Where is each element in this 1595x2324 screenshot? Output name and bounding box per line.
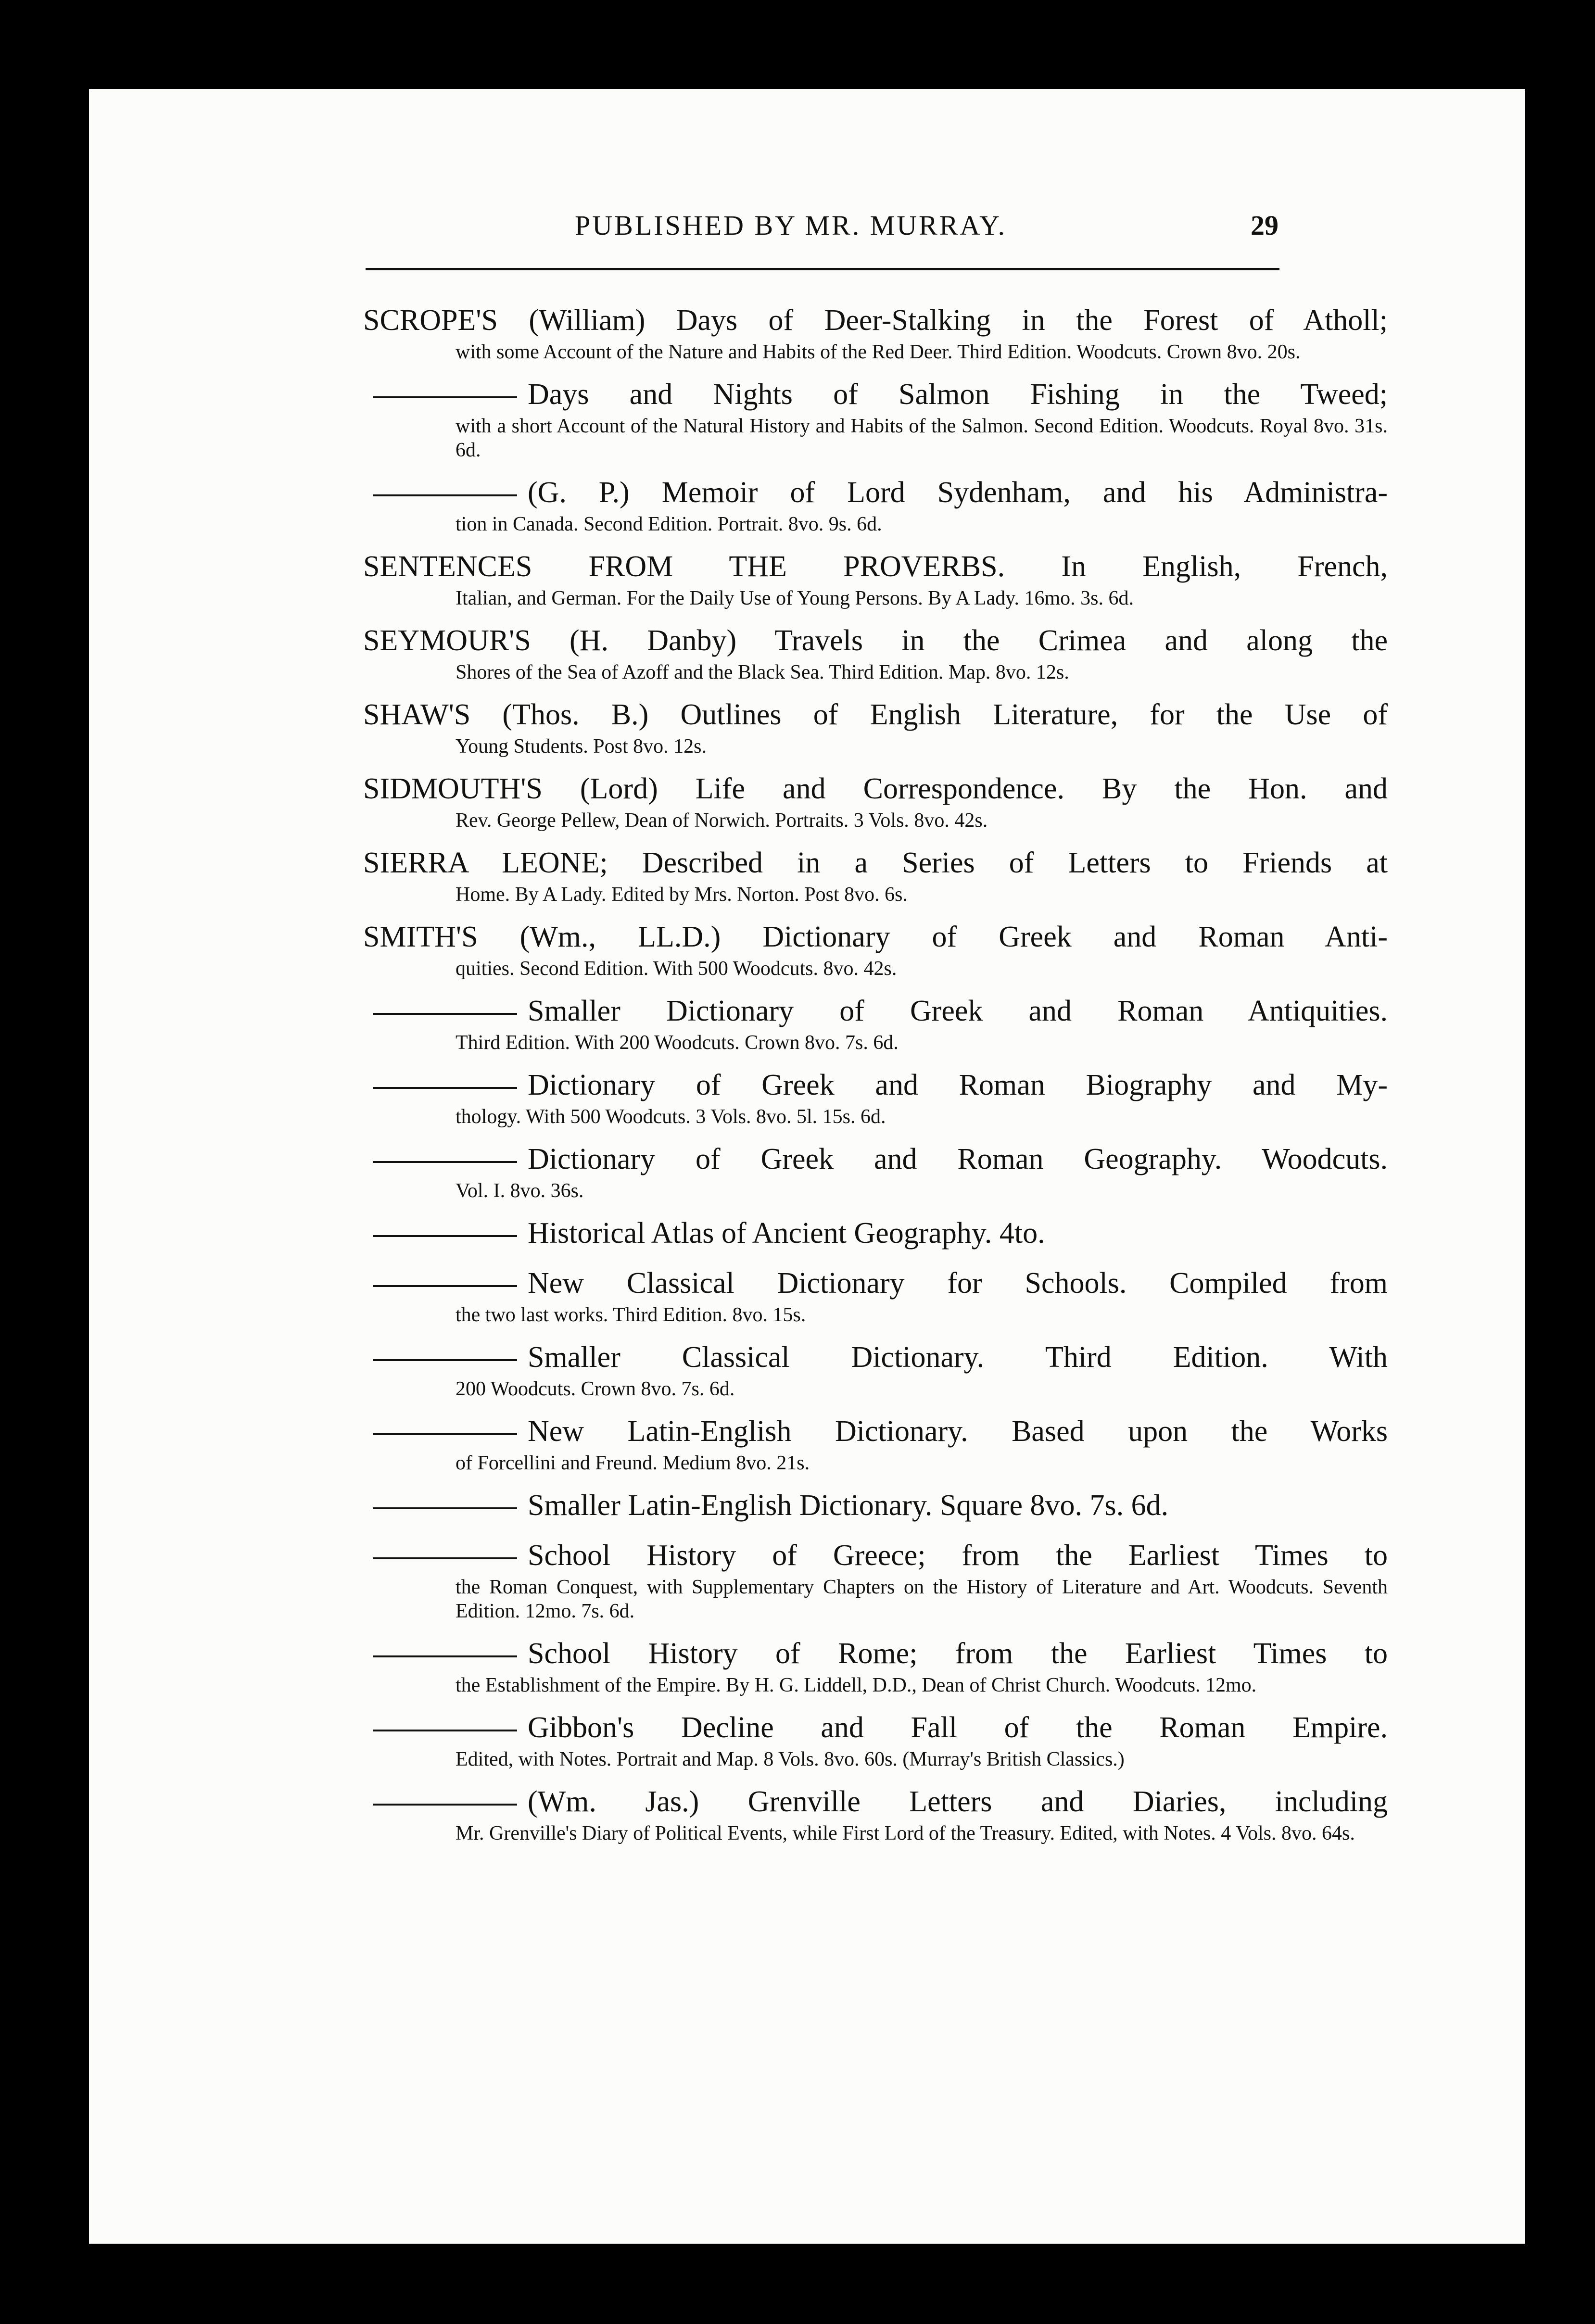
entry-description: with some Account of the Nature and Habits of the Red Deer. Third Edition. Woodcuts. Crown 8vo. 20s.	[456, 341, 1301, 363]
entry-description: quities. Second Edition. With 500 Woodcuts. 8vo. 42s.	[456, 958, 897, 980]
catalogue-entry-smith-classical-dictionary	[363, 1263, 1388, 1327]
entry-heading: School History of Rome; from the Earliest Times to	[528, 1637, 1388, 1670]
ditto-dash	[373, 1730, 517, 1731]
catalogue-entry-smith-smaller-latin	[363, 1486, 1388, 1525]
entry-description: Third Edition. With 200 Woodcuts. Crown 8vo. 7s. 6d.	[456, 1032, 899, 1054]
header-rule	[366, 268, 1279, 270]
catalogue-entry-seymour-crimea	[363, 621, 1388, 684]
ditto-dash	[373, 1655, 517, 1657]
catalogue-entry-smith-antiquities	[363, 917, 1388, 981]
entry-description: the two last works. Third Edition. 8vo. 15s.	[456, 1304, 806, 1326]
entry-heading: SHAW'S (Thos. B.) Outlines of English Literature, for the Use of	[363, 698, 1388, 731]
entry-description: Home. By A Lady. Edited by Mrs. Norton. Post 8vo. 6s.	[456, 884, 908, 906]
entry-description: the Establishment of the Empire. By H. G. Liddell, D.D., Dean of Christ Church. Woodcuts. 12mo.	[456, 1674, 1257, 1696]
catalogue-entry-shaw-literature	[363, 695, 1388, 758]
catalogue-entry-smith-smaller-antiquities	[363, 991, 1388, 1055]
ditto-dash	[373, 1285, 517, 1287]
entry-description: Mr. Grenville's Diary of Political Events, while First Lord of the Treasury. Edited, with Notes. 4 Vols. 8vo. 64s.	[456, 1822, 1355, 1844]
entry-heading: Historical Atlas of Ancient Geography. 4to.	[528, 1217, 1045, 1250]
ditto-dash	[373, 1161, 517, 1163]
catalogue-entry-smith-geography	[363, 1139, 1388, 1203]
catalogue-entry-scrope-sydenham	[363, 473, 1388, 536]
catalogue-entry-smith-history-rome	[363, 1634, 1388, 1697]
entry-description: thology. With 500 Woodcuts. 3 Vols. 8vo. 5l. 15s. 6d.	[456, 1106, 886, 1128]
entry-heading: (Wm. Jas.) Grenville Letters and Diaries, including	[528, 1785, 1388, 1818]
book-page	[89, 89, 1525, 2244]
page-number: 29	[1251, 210, 1279, 241]
entry-heading: Days and Nights of Salmon Fishing in the Tweed;	[528, 378, 1388, 411]
entry-heading: SIDMOUTH'S (Lord) Life and Correspondence. By the Hon. and	[363, 772, 1388, 805]
catalogue-entries	[363, 301, 1388, 1856]
ditto-dash	[373, 1235, 517, 1237]
entry-description: with a short Account of the Natural History and Habits of the Salmon. Second Edition. Woodcuts. Royal 8vo. 31s. 6d.	[456, 415, 1388, 461]
catalogue-entry-smith-atlas	[363, 1213, 1388, 1253]
entry-heading: School History of Greece; from the Earliest Times to	[528, 1539, 1388, 1572]
catalogue-entry-scrope-deer	[363, 301, 1388, 364]
catalogue-entry-scrope-salmon	[363, 375, 1388, 462]
entry-heading: Dictionary of Greek and Roman Geography. Woodcuts.	[528, 1143, 1388, 1175]
entry-description: Edited, with Notes. Portrait and Map. 8 Vols. 8vo. 60s. (Murray's British Classics.)	[456, 1748, 1125, 1770]
ditto-dash	[373, 1013, 517, 1015]
page-header	[89, 209, 1525, 253]
ditto-dash	[373, 1359, 517, 1361]
ditto-dash	[373, 1507, 517, 1509]
entry-heading: SENTENCES FROM THE PROVERBS. In English, French,	[363, 550, 1388, 583]
entry-heading: New Latin-English Dictionary. Based upon the Works	[528, 1415, 1388, 1448]
entry-heading: SCROPE'S (William) Days of Deer-Stalking in the Forest of Atholl;	[363, 304, 1388, 337]
entry-heading: Dictionary of Greek and Roman Biography and My-	[528, 1069, 1388, 1101]
running-head: PUBLISHED BY MR. MURRAY.	[575, 210, 1007, 241]
ditto-dash	[373, 1087, 517, 1089]
entry-description: Vol. I. 8vo. 36s.	[456, 1180, 584, 1202]
entry-heading: SMITH'S (Wm., LL.D.) Dictionary of Greek and Roman Anti-	[363, 921, 1388, 953]
ditto-dash	[373, 1557, 517, 1559]
catalogue-entry-sidmouth	[363, 769, 1388, 833]
entry-description: 200 Woodcuts. Crown 8vo. 7s. 6d.	[456, 1378, 735, 1400]
ditto-dash	[373, 396, 517, 398]
catalogue-entry-smith-latin-english	[363, 1412, 1388, 1475]
entry-description: of Forcellini and Freund. Medium 8vo. 21s.	[456, 1452, 810, 1474]
catalogue-entry-smith-smaller-classical	[363, 1338, 1388, 1401]
catalogue-entry-smith-grenville	[363, 1782, 1388, 1845]
catalogue-entry-smith-gibbon	[363, 1708, 1388, 1771]
entry-description: Young Students. Post 8vo. 12s.	[456, 735, 707, 758]
entry-description: Shores of the Sea of Azoff and the Black Sea. Third Edition. Map. 8vo. 12s.	[456, 661, 1069, 683]
entry-description: the Roman Conquest, with Supplementary Chapters on the History of Literature and Art. Woodcuts. Seventh Edition. 12mo. 7s. 6d.	[456, 1576, 1388, 1622]
entry-heading: Smaller Classical Dictionary. Third Edition. With	[528, 1341, 1388, 1374]
catalogue-entry-smith-history-greece	[363, 1536, 1388, 1623]
ditto-dash	[373, 1433, 517, 1435]
ditto-dash	[373, 1804, 517, 1806]
catalogue-entry-sierra-leone	[363, 843, 1388, 907]
entry-heading: Smaller Latin-English Dictionary. Square 8vo. 7s. 6d.	[528, 1489, 1169, 1522]
entry-heading: Gibbon's Decline and Fall of the Roman Empire.	[528, 1711, 1388, 1744]
ditto-dash	[373, 494, 517, 496]
entry-heading: (G. P.) Memoir of Lord Sydenham, and his Administra-	[528, 476, 1388, 509]
entry-heading: SIERRA LEONE; Described in a Series of Letters to Friends at	[363, 846, 1388, 879]
catalogue-entry-sentences-proverbs	[363, 547, 1388, 610]
entry-heading: Smaller Dictionary of Greek and Roman Antiquities.	[528, 995, 1388, 1027]
entry-heading: New Classical Dictionary for Schools. Compiled from	[528, 1267, 1388, 1300]
entry-description: tion in Canada. Second Edition. Portrait. 8vo. 9s. 6d.	[456, 513, 882, 535]
entry-description: Rev. George Pellew, Dean of Norwich. Portraits. 3 Vols. 8vo. 42s.	[456, 809, 988, 832]
entry-description: Italian, and German. For the Daily Use of Young Persons. By A Lady. 16mo. 3s. 6d.	[456, 587, 1134, 609]
catalogue-entry-smith-biography	[363, 1065, 1388, 1129]
entry-heading: SEYMOUR'S (H. Danby) Travels in the Crimea and along the	[363, 624, 1388, 657]
